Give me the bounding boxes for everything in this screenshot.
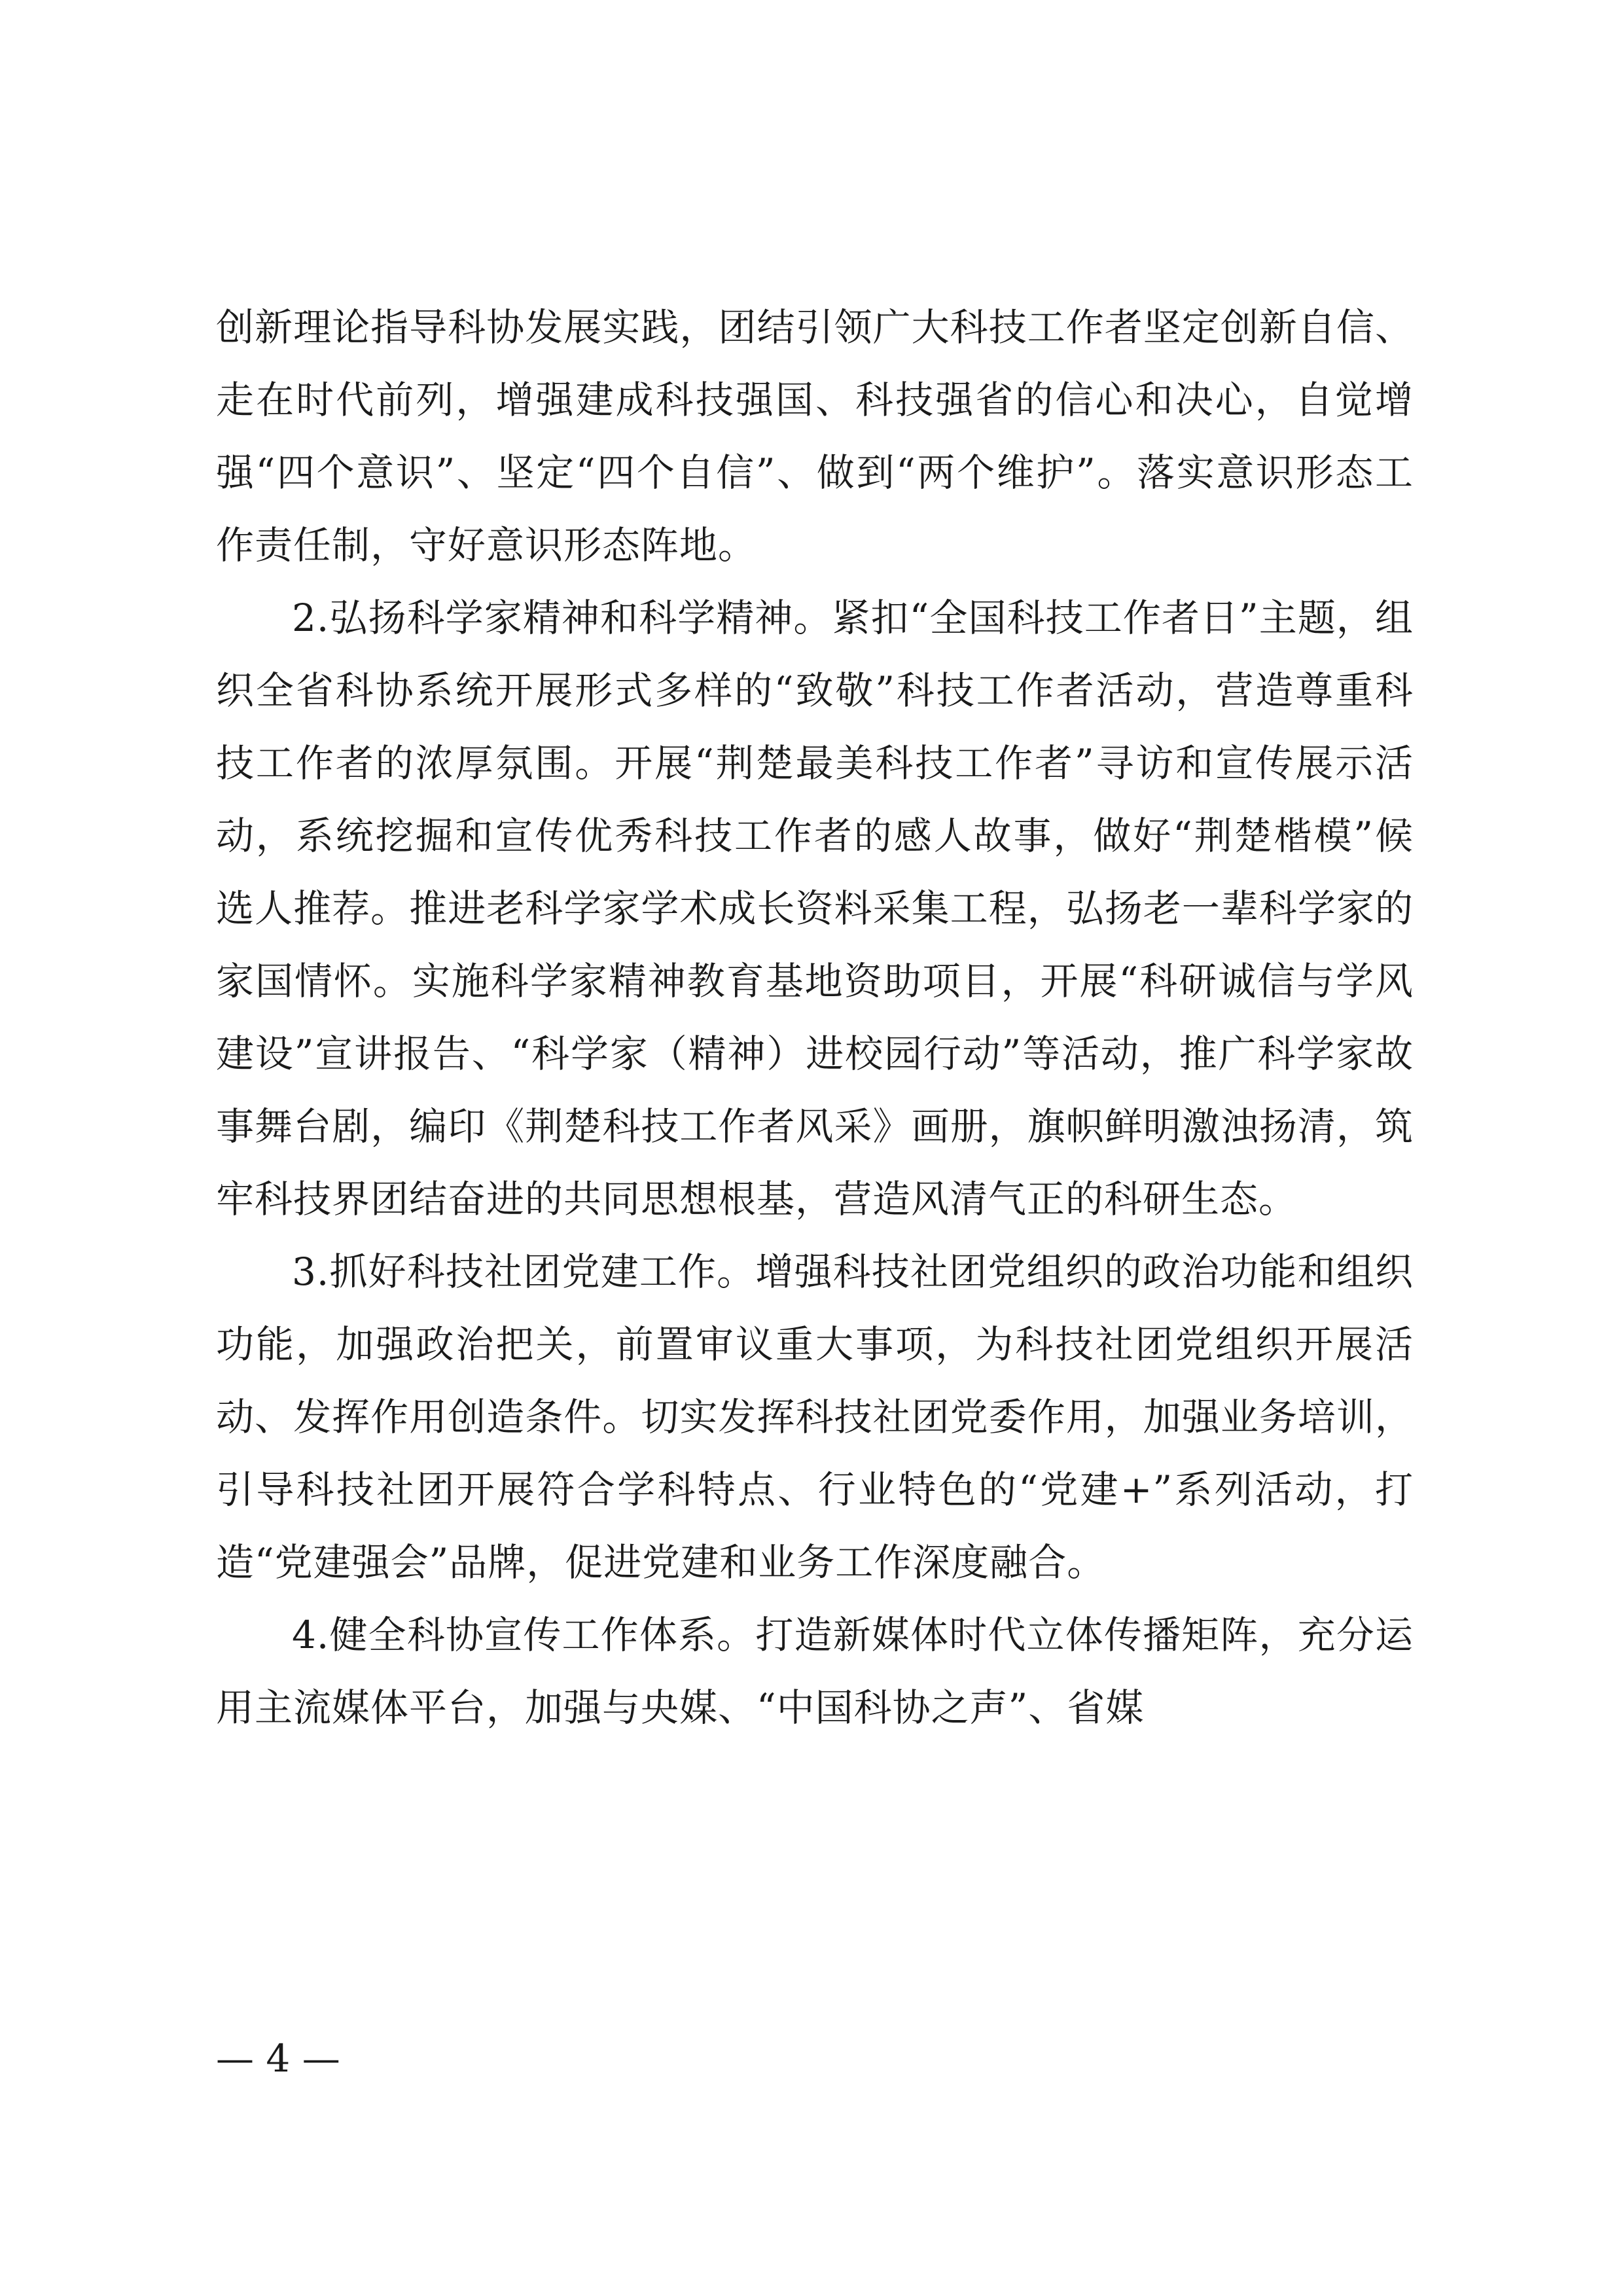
paragraph-item-4: 4.健全科协宣传工作体系。打造新媒体时代立体传播矩阵，充分运用主流媒体平台，加强与央媒、“中国科协之声”、省媒 (216, 1613, 1414, 1730)
paragraph-item-3: 3.抓好科技社团党建工作。增强科技社团党组织的政治功能和组织功能，加强政治把关，前置审议重大事项，为科技社团党组织开展活动、发挥作用创造条件。切实发挥科技社团党委作用，加强业务培训，引导科技社团开展符合学科特点、行业特色的“党建+”系列活动，打造“党建强会”品牌，促进党建和业务工作深度融合。 (216, 1249, 1414, 1585)
paragraph-continuation: 创新理论指导科协发展实践，团结引领广大科技工作者坚定创新自信、走在时代前列，增强建成科技强国、科技强省的信心和决心，自觉增强“四个意识”、坚定“四个自信”、做到“两个维护”。落实意识形态工作责任制，守好意识形态阵地。 (216, 305, 1414, 567)
page-number: — 4 — (216, 2036, 340, 2081)
document-body (216, 291, 1414, 1744)
paragraph-item-2: 2.弘扬科学家精神和科学精神。紧扣“全国科技工作者日”主题，组织全省科协系统开展形式多样的“致敬”科技工作者活动，营造尊重科技工作者的浓厚氛围。开展“荆楚最美科技工作者”寻访和宣传展示活动，系统挖掘和宣传优秀科技工作者的感人故事，做好“荆楚楷模”候选人推荐。推进老科学家学术成长资料采集工程，弘扬老一辈科学家的家国情怀。实施科学家精神教育基地资助项目，开展“科研诚信与学风建设”宣讲报告、“科学家（精神）进校园行动”等活动，推广科学家故事舞台剧，编印《荆楚科技工作者风采》画册，旗帜鲜明激浊扬清，筑牢科技界团结奋进的共同思想根基，营造风清气正的科研生态。 (216, 596, 1414, 1221)
